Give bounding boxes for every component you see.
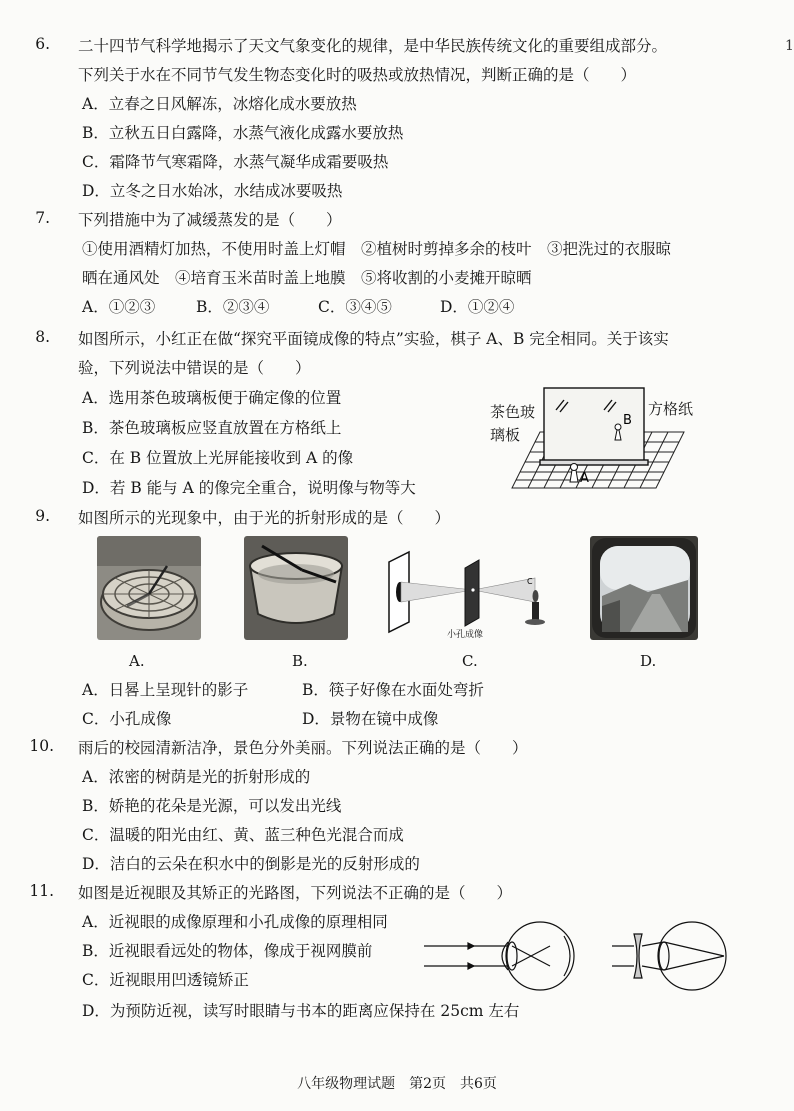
q9-image-a-sundial <box>97 536 201 640</box>
q6-stem-line1: 二十四节气科学地揭示了天文气象变化的规律，是中华民族传统文化的重要组成部分。 <box>78 37 668 55</box>
q10-option-d: D．洁白的云朵在积水中的倒影是光的反射形成的 <box>82 855 420 873</box>
q8-option-d: D．若 B 能与 A 的像完全重合，说明像与物等大 <box>82 479 416 497</box>
q7-items-line2: 晒在通风处 ④培育玉米苗时盖上地膜 ⑤将收割的小麦摊开晾晒 <box>82 269 532 287</box>
q7-option-d: D．①②④ <box>440 298 515 316</box>
q8-option-a: A．选用茶色玻璃板便于确定像的位置 <box>82 389 342 407</box>
q11-option-b: B．近视眼看远处的物体，像成于视网膜前 <box>82 942 373 960</box>
q9-image-d-letter: D. <box>640 652 657 670</box>
q9-option-d: D．景物在镜中成像 <box>302 710 439 728</box>
q10-option-c: C．温暖的阳光由红、黄、蓝三种色光混合而成 <box>82 826 404 844</box>
q8-option-c: C．在 B 位置放上光屏能接收到 A 的像 <box>82 449 354 467</box>
q8-paper-label: 方格纸 <box>648 400 694 418</box>
q9-image-c-caption: 小孔成像 <box>447 630 484 640</box>
q7-option-b: B．②③④ <box>196 298 270 316</box>
q8-glass-label-1: 茶色玻 <box>490 403 536 421</box>
q7-number: 7. <box>35 209 50 227</box>
q9-image-b-letter: B. <box>292 652 308 670</box>
q6-stem-line2: 下列关于水在不同节气发生物态变化时的吸热或放热情况，判断正确的是（ ） <box>78 66 637 84</box>
chess-piece-a <box>570 464 578 483</box>
q6-option-a: A．立春之日风解冻，冰熔化成水要放热 <box>82 95 357 113</box>
q9-image-d-mirror <box>590 536 698 640</box>
page-edge-mark: 1 <box>785 38 794 54</box>
q7-stem: 下列措施中为了减缓蒸发的是（ ） <box>78 211 342 229</box>
q9-image-a-letter: A. <box>129 652 145 670</box>
q9-number: 9. <box>35 507 50 525</box>
q6-option-c: C．霜降节气寒霜降，水蒸气凝华成霜要吸热 <box>82 153 389 171</box>
q7-option-a: A．①②③ <box>82 298 156 316</box>
q11-option-c: C．近视眼用凹透镜矫正 <box>82 971 249 989</box>
q9-c-candle-label: C <box>527 577 533 586</box>
q6-number: 6. <box>35 35 50 53</box>
q10-number: 10. <box>29 737 54 755</box>
q8-glass-label-2: 璃板 <box>490 426 521 444</box>
q11-stem: 如图是近视眼及其矫正的光路图，下列说法不正确的是（ ） <box>78 884 513 902</box>
q8-stem-line1: 如图所示，小红正在做“探究平面镜成像的特点”实验，棋子 A、B 完全相同。关于该实 <box>78 330 669 348</box>
q9-option-c: C．小孔成像 <box>82 710 172 728</box>
page-footer: 八年级物理试题 第2页 共6页 <box>297 1076 497 1092</box>
q11-option-d: D．为预防近视，读写时眼睛与书本的距离应保持在 25cm 左右 <box>82 1002 520 1020</box>
q11-option-a: A．近视眼的成像原理和小孔成像的原理相同 <box>82 913 388 931</box>
q10-option-a: A．浓密的树荫是光的折射形成的 <box>82 768 311 786</box>
q7-option-c: C．③④⑤ <box>318 298 392 316</box>
q9-option-b: B．筷子好像在水面处弯折 <box>302 681 484 699</box>
q11-myopia-eye-diagram <box>424 920 576 992</box>
q11-corrected-eye-diagram <box>612 920 728 992</box>
q6-option-d: D．立冬之日水始冰，水结成冰要吸热 <box>82 182 343 200</box>
q6-option-b: B．立秋五日白露降，水蒸气液化成露水要放热 <box>82 124 404 142</box>
fig-label-b: B <box>623 413 632 428</box>
q8-stem-line2: 验，下列说法中错误的是（ ） <box>78 359 311 377</box>
q11-number: 11. <box>29 882 54 900</box>
q7-items-line1: ①使用酒精灯加热，不使用时盖上灯帽 ②植树时剪掉多余的枝叶 ③把洗过的衣服晾 <box>82 240 672 258</box>
fig-label-a: A <box>580 471 589 486</box>
q9-image-b-bowl <box>244 536 348 640</box>
q9-image-c-letter: C. <box>462 652 478 670</box>
q10-stem: 雨后的校园清新洁净，景色分外美丽。下列说法正确的是（ ） <box>78 739 528 757</box>
q10-option-b: B．娇艳的花朵是光源，可以发出光线 <box>82 797 342 815</box>
q8-option-b: B．茶色玻璃板应竖直放置在方格纸上 <box>82 419 342 437</box>
q9-stem: 如图所示的光现象中，由于光的折射形成的是（ ） <box>78 509 451 527</box>
q8-number: 8. <box>35 328 50 346</box>
q9-option-a: A．日晷上呈现针的影子 <box>82 681 249 699</box>
